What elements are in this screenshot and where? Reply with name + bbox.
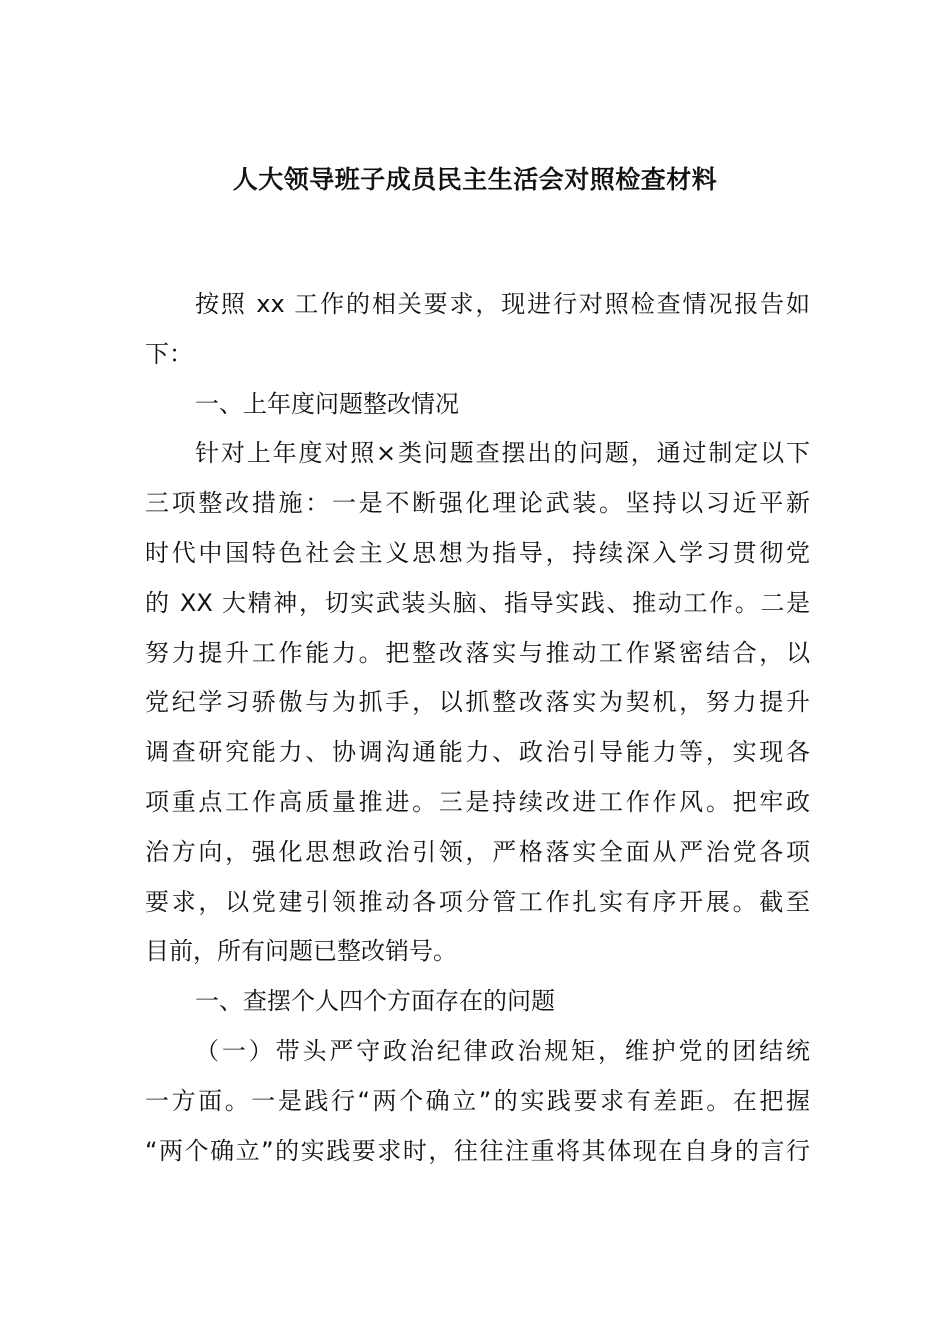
paragraph-line: 按照 xx 工作的相关要求，现进行对照检查情况报告如 <box>195 290 810 318</box>
paragraph-line: 治方向，强化思想政治引领，严格落实全面从严治党各项 <box>145 837 810 866</box>
paragraph-line: 的 XX 大精神，切实武装头脑、指导实践、推动工作。二是 <box>145 588 810 617</box>
document-body <box>145 280 810 1176</box>
paragraph-line: 调查研究能力、协调沟通能力、政治引导能力等，实现各 <box>145 738 810 767</box>
paragraph-line: （一）带头严守政治纪律政治规矩，维护党的团结统 <box>195 1036 810 1065</box>
paragraph-line: 时代中国特色社会主义思想为指导，持续深入学习贯彻党 <box>145 538 810 567</box>
section-heading: 一、上年度问题整改情况 <box>195 389 459 418</box>
paragraph-line: 下： <box>145 339 193 368</box>
paragraph-line: 努力提升工作能力。把整改落实与推动工作紧密结合，以 <box>145 638 810 667</box>
paragraph-line: 项重点工作高质量推进。三是持续改进工作作风。把牢政 <box>145 787 810 816</box>
paragraph-line: 要求，以党建引领推动各项分管工作扎实有序开展。截至 <box>145 887 810 916</box>
paragraph-line: 党纪学习骄傲与为抓手，以抓整改落实为契机，努力提升 <box>145 688 810 717</box>
paragraph-line: 目前，所有问题已整改销号。 <box>145 937 457 966</box>
paragraph-line: 一方面。一是践行“两个确立”的实践要求有差距。在把握 <box>145 1086 810 1115</box>
paragraph-line: 针对上年度对照×类问题查摆出的问题，通过制定以下 <box>195 439 810 468</box>
paragraph-line: “两个确立”的实践要求时，往往注重将其体现在自身的言行 <box>145 1136 810 1165</box>
document-title: 人大领导班子成员民主生活会对照检查材料 <box>232 165 718 194</box>
section-heading: 一、查摆个人四个方面存在的问题 <box>195 987 555 1016</box>
paragraph-line: 三项整改措施：一是不断强化理论武装。坚持以习近平新 <box>145 489 810 518</box>
